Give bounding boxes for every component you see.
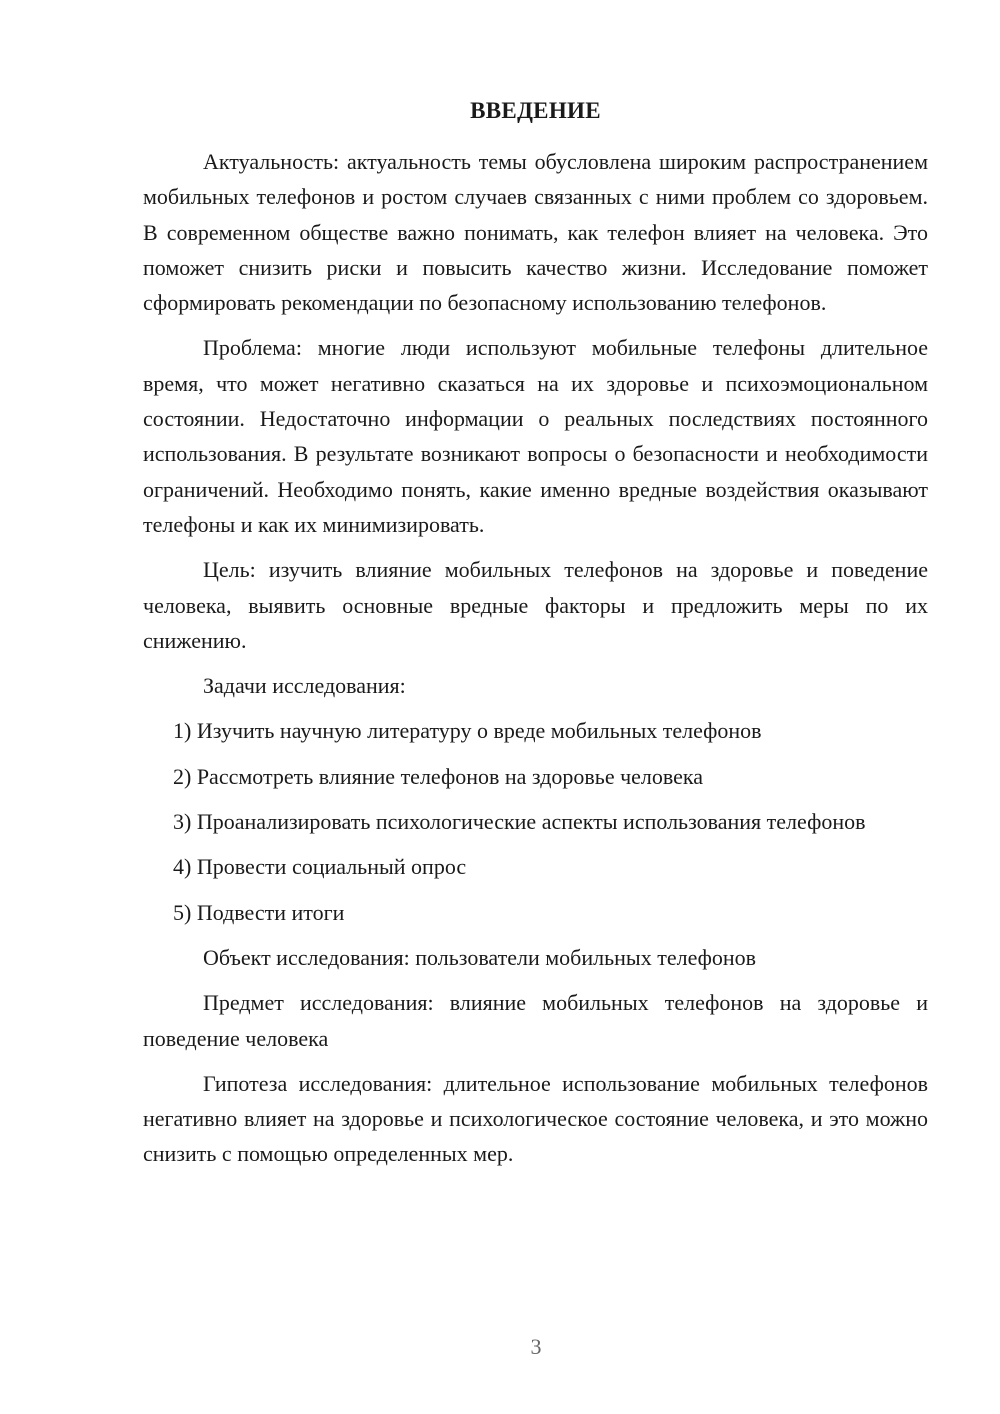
list-item: 1) Изучить научную литературу о вреде мобильных телефонов: [173, 718, 762, 744]
tasks-list: [143, 713, 928, 929]
tasks-heading: Задачи исследования:: [203, 673, 406, 699]
hypothesis-paragraph: Гипотеза исследования: длительное использование мобильных телефонов негативно влияет на здоровье и психологическое состояние человека, и это можно снизить с помощью определенных мер.: [143, 1070, 928, 1167]
list-item: 5) Подвести итоги: [173, 899, 345, 925]
subject-paragraph: Предмет исследования: влияние мобильных телефонов на здоровье и поведение человека: [143, 990, 928, 1051]
list-item: 3) Проанализировать психологические аспекты использования телефонов: [173, 809, 866, 835]
relevance-paragraph: Актуальность: актуальность темы обусловлена широким распространением мобильных телефонов и ростом случаев связанных с ними проблем со здоровьем. В современном обществе важно понимать, как телефон влияет на человека. Это поможет снизить риски и повысить качество жизни. Исследование поможет сформировать рекомендации по безопасному использованию телефонов.: [143, 149, 928, 316]
object-paragraph: Объект исследования: пользователи мобильных телефонов: [203, 944, 757, 970]
document-page: [143, 96, 928, 1182]
problem-paragraph: Проблема: многие люди используют мобильные телефоны длительное время, что может негативно сказаться на их здоровье и психоэмоциональном состоянии. Недостаточно информации о реальных последствиях постоянного использования. В результате возникают вопросы о безопасности и необходимости ограничений. Необходимо понять, какие именно вредные воздействия оказывают телефоны и как их минимизировать.: [143, 335, 928, 537]
list-item: 4) Провести социальный опрос: [173, 854, 467, 880]
goal-paragraph: Цель: изучить влияние мобильных телефонов на здоровье и поведение человека, выявить основные вредные факторы и предложить меры по их снижению.: [143, 557, 928, 653]
page-number: 3: [530, 1334, 542, 1359]
page-title: ВВЕДЕНИЕ: [470, 98, 601, 123]
list-item: 2) Рассмотреть влияние телефонов на здоровье человека: [173, 763, 704, 789]
